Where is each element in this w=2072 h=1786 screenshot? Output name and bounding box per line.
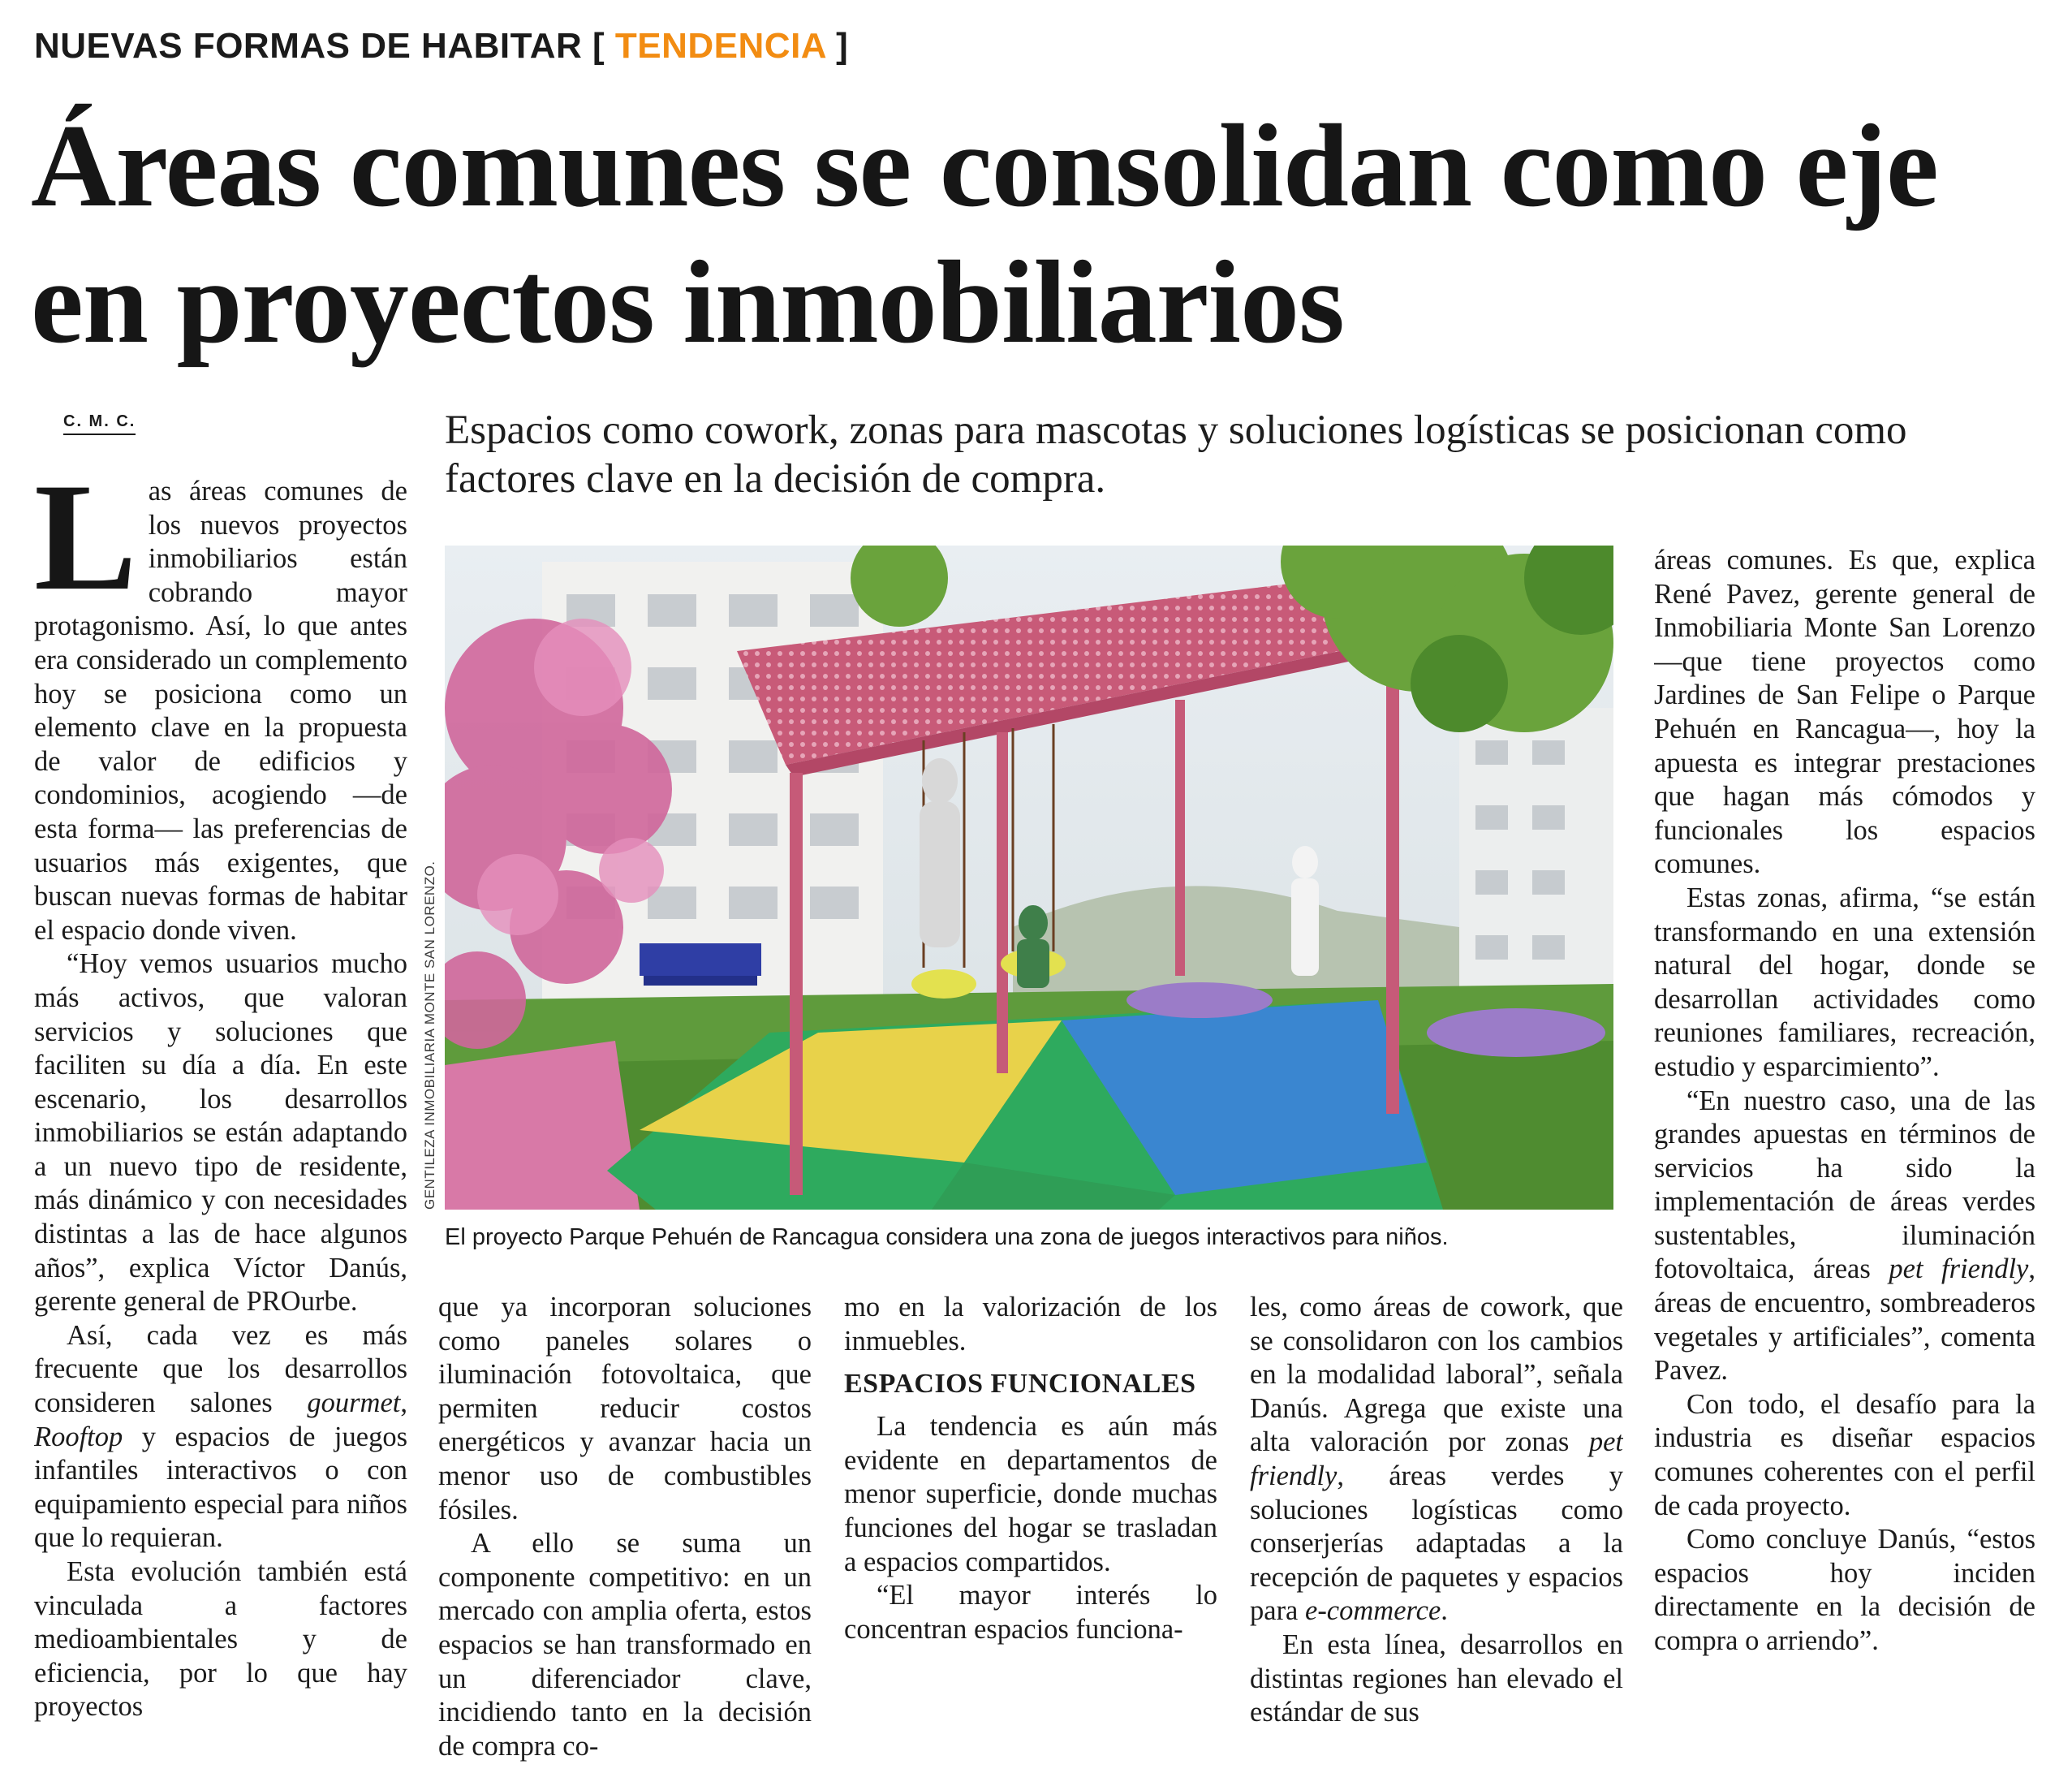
paragraph: que ya incorporan soluciones como paneles solares o iluminación fotovoltaica, que permiten reducir costos energéticos y avanzar hacia un menor uso de combustibles fósiles. <box>438 1292 812 1525</box>
paragraph: Esta evolución también está vinculada a factores medioambientales y de eficiencia, por lo que hay proyectos <box>34 1556 407 1723</box>
lead-paragraph: Las áreas comunes de los nuevos proyectos inmobiliarios están cobrando mayor protagonismo. Así, lo que antes era considerado un complemento hoy se posiciona como un elemento clave en la propuesta de valor de edificios y condominios, acogiendo —de esta forma— las preferencias de usuarios más exigentes, que buscan nuevas formas de habitar el espacio donde viven. <box>34 475 407 946</box>
headline: Áreas comunes se consolidan como eje en proyectos inmobiliarios <box>31 100 1938 368</box>
paragraph: mo en la valorización de los inmuebles. <box>844 1292 1217 1357</box>
paragraph: Estas zonas, afirma, “se están transformando en una extensión natural del hogar, donde se desarrollan actividades como reuniones familiares, recreación, estudio y esparcimiento”. <box>1654 882 2035 1082</box>
paragraph: áreas comunes. Es que, explica René Pavez, gerente general de Inmobiliaria Monte San Lorenzo —que tiene proyectos como Jardines de San Felipe o Parque Pehuén en Rancagua—, hoy la apuesta es integrar prestaciones que hagan más cómodos y funcionales los espacios comunes. <box>1654 545 2035 880</box>
playground-illustration <box>445 546 1613 1210</box>
photo-caption: El proyecto Parque Pehuén de Rancagua considera una zona de juegos interactivos para niños. <box>445 1224 1449 1250</box>
subhead: ESPACIOS FUNCIONALES <box>844 1369 1196 1400</box>
article-column-5 <box>1654 544 2035 1778</box>
paragraph: “Hoy vemos usuarios mucho más activos, que valoran servicios y soluciones que faciliten su día a día. En este escenario, los desarrollos inmobiliarios se están adaptando a un nuevo tipo de residente, más dinámico y con necesidades distintas a las de hace algunos años”, explica Víctor Danús, gerente general de PROurbe. <box>34 948 407 1318</box>
paragraph: “En nuestro caso, una de las grandes apuestas en términos de servicios ha sido la implementación de áreas verdes sustentables, iluminación fotovoltaica, áreas pet friendly, áreas de encuentro, sombreaderos vegetales y artificiales”, comenta Pavez. <box>1654 1085 2035 1387</box>
paragraph: Así, cada vez es más frecuente que los desarrollos consideren salones gourmet, Rooftop y espacios de juegos infantiles interactivos o con equipamiento especial para niños que lo requieran. <box>34 1319 407 1554</box>
article-column-1 <box>34 475 407 1774</box>
deck: Espacios como cowork, zonas para mascotas y soluciones logísticas se posicionan como factores clave en la decisión de compra. <box>445 408 1907 502</box>
section-label <box>34 26 848 67</box>
article-column-4 <box>1250 1291 1623 1778</box>
section-title: NUEVAS FORMAS DE HABITAR <box>34 26 583 66</box>
article-column-2 <box>438 1291 812 1778</box>
paragraph: A ello se suma un componente competitivo: en un mercado con amplia oferta, estos espacios se han transformado en un diferenciador clave, incidiendo tanto en la decisión de compra co- <box>438 1528 812 1762</box>
photo-credit: GENTILEZA INMOBILIARIA MONTE SAN LORENZO. <box>422 861 437 1210</box>
section-bracket-open: [ <box>592 26 605 66</box>
paragraph: La tendencia es aún más evidente en departamentos de menor superficie, donde muchas funciones del hogar se trasladan a espacios compartidos. <box>844 1411 1217 1577</box>
drop-cap: L <box>34 475 137 623</box>
paragraph: Con todo, el desafío para la industria es diseñar espacios comunes coherentes con el perfil de cada proyecto. <box>1654 1388 2035 1521</box>
paragraph: les, como áreas de cowork, que se consolidaron con los cambios en la modalidad laboral”, señala Danús. Agrega que existe una alta valoración por zonas pet friendly, áreas verdes y soluciones logísticas como conserjerías adaptadas a la recepción de paquetes y espacios para e-commerce. <box>1250 1292 1623 1627</box>
paragraph: Como concluye Danús, “estos espacios hoy inciden directamente en la decisión de compra o arriendo”. <box>1654 1524 2035 1656</box>
byline: C. M. C. <box>63 412 136 435</box>
paragraph: “El mayor interés lo concentran espacios funciona- <box>844 1580 1217 1645</box>
section-bracket-close: ] <box>836 26 849 66</box>
section-tag: TENDENCIA <box>614 26 826 66</box>
article-photo <box>445 546 1613 1210</box>
article-column-3 <box>844 1291 1217 1778</box>
paragraph: En esta línea, desarrollos en distintas regiones han elevado el estándar de sus <box>1250 1629 1623 1728</box>
